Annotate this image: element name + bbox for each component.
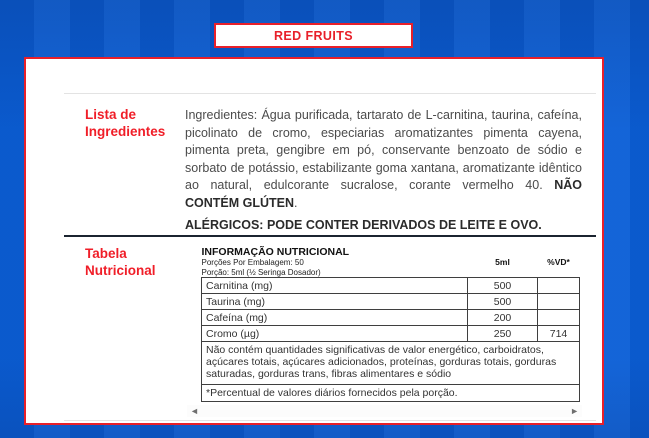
table-row-taurina <box>202 294 580 310</box>
nutrition-section-title: Tabela Nutricional <box>85 246 156 278</box>
nutrition-table-header-row <box>202 246 580 278</box>
nutrient-amount: 500 <box>468 294 538 310</box>
allergen-statement: ALÉRGICOS: PODE CONTER DERIVADOS DE LEITE E OVO. <box>185 218 542 232</box>
nutrition-section-body <box>185 246 596 419</box>
flavor-badge-red-fruits[interactable]: RED FRUITS <box>214 23 413 48</box>
nutrient-amount: 200 <box>468 310 538 326</box>
ingredients-section-body <box>185 107 596 232</box>
scroll-right-arrow-icon[interactable]: ► <box>570 405 579 416</box>
divider-light-bottom <box>64 420 596 421</box>
ingredients-paragraph <box>185 107 582 212</box>
gluten-free-statement: NÃO CONTÉM GLÚTEN <box>185 178 582 210</box>
nutrient-dv <box>538 294 580 310</box>
product-info-panel <box>24 57 604 425</box>
nutrition-table-title: INFORMAÇÃO NUTRICIONAL <box>201 246 350 258</box>
horizontal-scrollbar[interactable] <box>187 405 582 417</box>
sentence-period: . <box>294 195 298 210</box>
ingredients-section-title: Lista de Ingredientes <box>85 107 166 139</box>
serving-size: Porção: 5ml (½ Seringa Dosador) <box>201 267 321 277</box>
nutrition-table-header-block <box>202 246 468 278</box>
nutrition-table <box>201 246 580 402</box>
table-row-carnitina <box>202 278 580 294</box>
nutrient-dv: 714 <box>538 326 580 342</box>
table-row-cafeina <box>202 310 580 326</box>
column-header-dv: %VD* <box>547 256 570 267</box>
nutrient-name: Cafeína (mg) <box>202 310 468 326</box>
ingredients-text: Ingredientes: Água purificada, tartarato de L-carnitina, taurina, cafeína, picolinato de cromo, especiarias aromatizantes pimenta cayena, pimenta preta, gengibre em pó, conservante benzoato de sódio e sorbato de potássio, estabilizante goma xantana, aromatizante idêntico ao natural, edulcorante sucralose, corante vermelho 40. <box>185 108 582 192</box>
nutrient-amount: 250 <box>468 326 538 342</box>
nutrient-name: Cromo (µg) <box>202 326 468 342</box>
ingredients-section <box>64 94 596 235</box>
nutrient-amount: 500 <box>468 278 538 294</box>
servings-per-package: Porções Por Embalagem: 50 <box>201 258 304 267</box>
scroll-left-arrow-icon[interactable]: ◄ <box>190 405 199 416</box>
nutrient-name: Taurina (mg) <box>202 294 468 310</box>
column-header-amount: 5ml <box>495 256 510 267</box>
nutrient-dv <box>538 278 580 294</box>
table-row-no-significant-note <box>202 342 580 385</box>
panel-top-spacer <box>26 59 602 93</box>
table-row-cromo <box>202 326 580 342</box>
daily-values-note: *Percentual de valores diários fornecidos pela porção. <box>202 384 580 401</box>
nutrient-dv <box>538 310 580 326</box>
table-row-dv-note <box>202 384 580 401</box>
nutrient-name: Carnitina (mg) <box>202 278 468 294</box>
nutrition-section <box>64 237 596 419</box>
no-significant-amounts-note: Não contém quantidades significativas de valor energético, carboidratos, açúcares totais, açúcares adicionados, proteínas, gorduras totais, gorduras saturadas, gorduras trans, fibras alimentares e sódio <box>202 342 580 385</box>
